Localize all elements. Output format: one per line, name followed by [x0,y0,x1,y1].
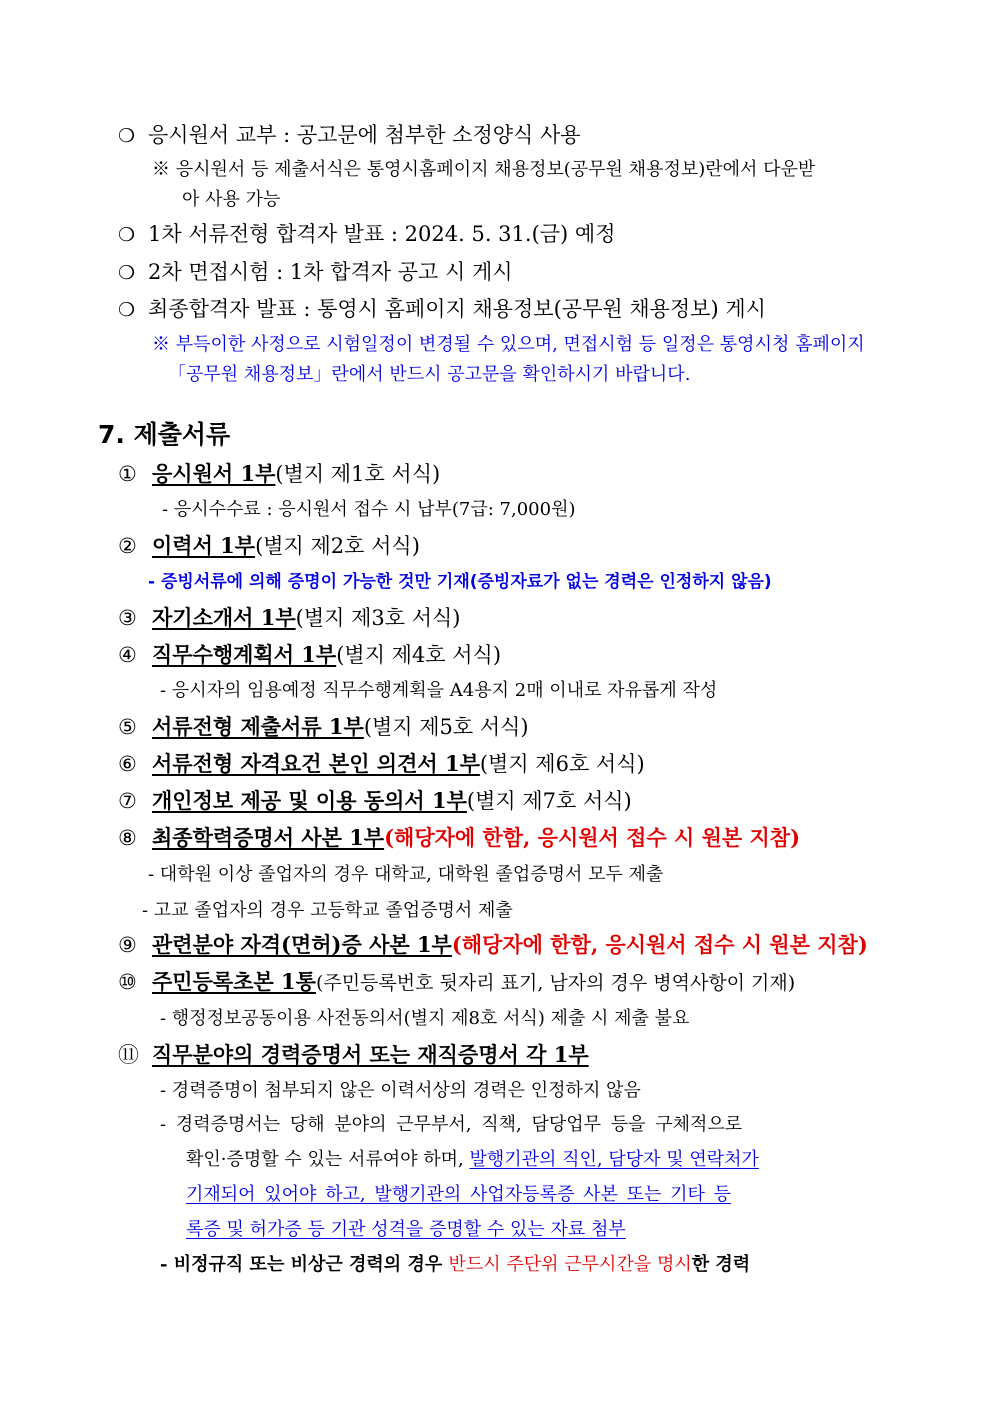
circle-bullet-icon: ❍ [118,262,136,284]
career-line-1: - 경력증명서는 당해 분야의 근무부서, 직책, 담당업무 등을 구체적으로 [160,1114,743,1135]
schedule-item [118,218,616,248]
item-note-red: (해당자에 한함, 응시원서 접수 시 원본 지참) [451,932,868,957]
doc-item [118,822,800,852]
section-title: 7. 제출서류 [98,420,231,449]
item-sub: - 응시수수료 : 응시원서 접수 시 납부(7급: 7,000원) [162,499,576,520]
item-title: 관련분야 자격(면허)증 사본 1부 [152,932,452,957]
item-sub: - 응시자의 임용예정 직무수행계획을 A4용지 2매 이내로 자유롭게 작성 [160,680,718,701]
schedule-text: 2차 면접시험 : 1차 합격자 공고 시 게시 [148,260,513,284]
item-title: 직무분야의 경력증명서 또는 재직증명서 각 1부 [152,1042,589,1067]
item-detail: (주민등록번호 뒷자리 표기, 남자의 경우 병역사항이 기재) [315,972,796,994]
doc-item [118,602,460,632]
doc-item [118,711,529,741]
item-title: 개인정보 제공 및 이용 동의서 1부 [152,788,467,813]
item-sub: - 경력증명이 첨부되지 않은 이력서상의 경력은 인정하지 않음 [160,1080,641,1101]
doc-item [118,748,645,778]
item-number: ⑪ [118,1043,139,1067]
item-sub: - 고교 졸업자의 경우 고등학교 졸업증명서 제출 [142,900,513,921]
item-detail: (별지 제2호 서식) [255,534,420,558]
item-number: ⑩ [118,970,137,994]
item-title: 이력서 1부 [152,533,256,558]
item-title: 주민등록초본 1통 [152,969,316,994]
item-sub-notice: - 증빙서류에 의해 증명이 가능한 것만 기재(증빙자료가 없는 경력은 인정하지 않음) [148,572,772,592]
item-number: ⑦ [118,789,137,813]
item-title: 최종학력증명서 사본 1부 [152,825,385,850]
schedule-note: ※ 응시원서 등 제출서식은 통영시홈페이지 채용정보(공무원 채용정보)란에서 다운받 [152,159,816,180]
career-line-4: 록증 및 허가증 등 기관 성격을 증명할 수 있는 자료 첨부 [186,1219,626,1240]
item-title: 서류전형 자격요건 본인 의견서 1부 [152,751,480,776]
item-detail: (별지 제6호 서식) [479,752,645,776]
doc-item [118,1039,589,1069]
item-note-red: (해당자에 한함, 응시원서 접수 시 원본 지참) [384,825,801,850]
circle-bullet-icon: ❍ [118,224,136,246]
schedule-text: 1차 서류전형 합격자 발표 : 2024. 5. 31.(금) 예정 [148,222,616,246]
schedule-text: 최종합격자 발표 : 통영시 홈페이지 채용정보(공무원 채용정보) 게시 [148,297,766,321]
doc-item [118,929,868,959]
schedule-item [118,256,513,286]
doc-item [118,966,795,996]
circle-bullet-icon: ❍ [118,299,136,321]
schedule-item [118,119,581,149]
item-number: ④ [118,643,137,667]
item-detail: (별지 제4호 서식) [336,643,502,667]
schedule-text: 응시원서 교부 : 공고문에 첨부한 소정양식 사용 [148,123,581,147]
item-number: ⑤ [118,715,137,739]
item-number: ② [118,534,137,558]
career-text: 한 경력 [691,1254,751,1275]
career-line-2 [186,1145,759,1171]
career-text-red: 반드시 주단위 근무시간을 명시 [448,1254,692,1275]
career-text: 확인·증명할 수 있는 서류여야 하며, [186,1149,470,1170]
item-detail: (별지 제1호 서식) [275,462,441,486]
item-title: 직무수행계획서 1부 [152,642,337,667]
career-text-emph: 발행기관의 직인, 담당자 및 연락처가 [469,1149,759,1170]
item-number: ⑧ [118,826,137,850]
doc-item [118,785,632,815]
career-text: - 비정규직 또는 비상근 경력의 경우 [160,1254,449,1275]
item-title: 서류전형 제출서류 1부 [152,714,364,739]
doc-item [118,639,501,669]
doc-item [118,530,420,560]
doc-item [118,458,440,488]
schedule-notice-cont: 「공무원 채용정보」란에서 반드시 공고문을 확인하시기 바랍니다. [168,364,691,385]
career-line-3: 기재되어 있어야 하고, 발행기관의 사업자등록증 사본 또는 기타 등 [186,1184,731,1205]
item-sub: - 행정정보공동이용 사전동의서(별지 제8호 서식) 제출 시 제출 불요 [160,1008,690,1029]
schedule-item [118,293,766,323]
item-detail: (별지 제5호 서식) [363,715,529,739]
item-number: ⑥ [118,752,137,776]
item-number: ① [118,462,137,486]
item-title: 자기소개서 1부 [152,605,296,630]
schedule-notice: ※ 부득이한 사정으로 시험일정이 변경될 수 있으며, 면접시험 등 일정은 통영시청 홈페이지 [152,334,865,355]
circle-bullet-icon: ❍ [118,125,136,147]
item-detail: (별지 제7호 서식) [466,789,632,813]
item-number: ⑨ [118,933,137,957]
schedule-note-cont: 아 사용 가능 [182,189,281,210]
item-sub: - 대학원 이상 졸업자의 경우 대학교, 대학원 졸업증명서 모두 제출 [148,864,664,885]
item-number: ③ [118,606,137,630]
item-detail: (별지 제3호 서식) [295,606,461,630]
career-line-5 [160,1250,750,1276]
item-title: 응시원서 1부 [152,461,276,486]
